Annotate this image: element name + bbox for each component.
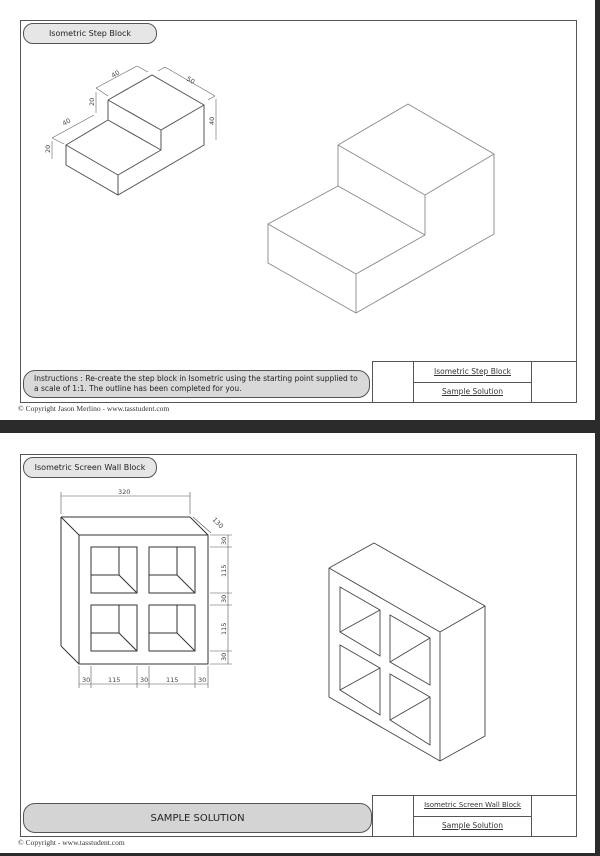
step-block-drawings bbox=[0, 0, 595, 420]
svg-text:30: 30 bbox=[82, 676, 91, 684]
svg-text:50: 50 bbox=[185, 74, 197, 86]
copyright-text: © Copyright Jason Merlino - www.tasstudent.com bbox=[18, 404, 170, 413]
svg-text:40: 40 bbox=[61, 116, 73, 128]
copyright-text: © Copyright - www.tasstudent.com bbox=[18, 838, 125, 847]
svg-text:115: 115 bbox=[108, 676, 121, 684]
svg-text:30: 30 bbox=[220, 536, 228, 545]
svg-text:30: 30 bbox=[198, 676, 207, 684]
svg-text:30: 30 bbox=[140, 676, 149, 684]
svg-text:40: 40 bbox=[208, 116, 216, 125]
sample-solution-banner: SAMPLE SOLUTION bbox=[23, 803, 372, 833]
svg-text:115: 115 bbox=[166, 676, 179, 684]
title-block bbox=[372, 795, 577, 837]
title-block-drawing-name: Isometric Screen Wall Block bbox=[424, 801, 521, 809]
instructions-box: Instructions : Re-create the step block in Isometric using the starting point supplied to a scale of 1:1. The outline has been completed for you. bbox=[23, 370, 370, 398]
svg-text:130: 130 bbox=[210, 515, 226, 531]
drawing-title-badge: Isometric Step Block bbox=[23, 23, 157, 44]
worksheet-page-2 bbox=[0, 433, 595, 853]
svg-text:30: 30 bbox=[220, 594, 228, 603]
svg-text:115: 115 bbox=[220, 622, 228, 635]
svg-text:30: 30 bbox=[220, 652, 228, 661]
svg-text:320: 320 bbox=[118, 488, 131, 496]
svg-text:20: 20 bbox=[44, 144, 52, 153]
title-block-label: Sample Solution bbox=[441, 821, 504, 830]
svg-text:40: 40 bbox=[110, 68, 122, 80]
drawing-title-badge: Isometric Screen Wall Block bbox=[23, 457, 157, 478]
svg-text:20: 20 bbox=[88, 97, 96, 106]
screen-wall-drawings bbox=[0, 433, 595, 853]
title-block-label: Sample Solution bbox=[441, 387, 504, 396]
title-block-drawing-name: Isometric Step Block bbox=[434, 367, 511, 376]
worksheet-page-1 bbox=[0, 0, 595, 420]
title-block bbox=[372, 361, 577, 403]
svg-text:115: 115 bbox=[220, 564, 228, 577]
